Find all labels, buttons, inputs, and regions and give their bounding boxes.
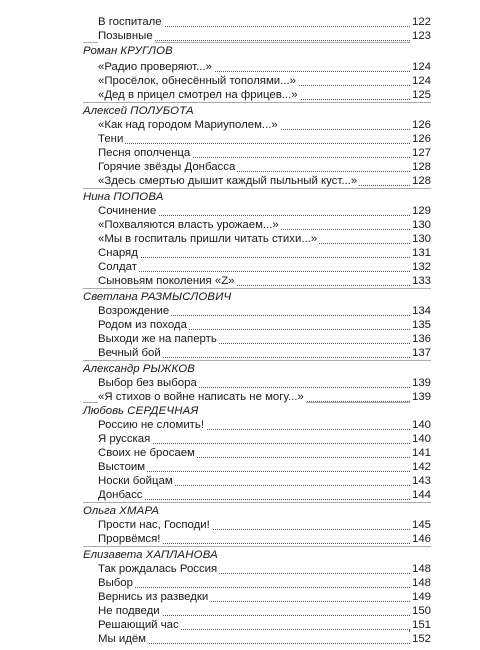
entry-title: Родом из похода <box>98 319 187 331</box>
entry-title: Песня ополченца <box>98 147 191 159</box>
author-surname: ПОЛУБОТА <box>130 105 194 117</box>
author-name <box>83 190 164 204</box>
author-heading <box>0 104 480 118</box>
entry-title: Выходи же на паперть <box>98 333 217 345</box>
author-first-name: Елизавета <box>83 549 143 561</box>
dot-leader <box>98 499 430 500</box>
dot-leader <box>98 587 430 588</box>
page-number: 141 <box>411 447 431 459</box>
toc-entry <box>0 146 480 160</box>
entry-title: «Я стихов о войне написать не могу...» <box>98 391 304 403</box>
entry-title: Носки бойцам <box>98 475 173 487</box>
author-surname: РАЗМЫСЛОВИЧ <box>140 291 232 303</box>
author-heading <box>0 44 480 58</box>
section-divider <box>83 102 431 103</box>
toc-entry <box>0 29 480 43</box>
section-divider <box>83 502 431 503</box>
page-number: 124 <box>411 61 431 73</box>
page-number: 149 <box>411 591 431 603</box>
dot-leader <box>98 143 430 144</box>
entry-title: Тени <box>98 133 124 145</box>
entry-title: Позывные <box>98 30 153 42</box>
page-number: 123 <box>411 30 431 42</box>
page-number: 132 <box>411 261 431 273</box>
author-first-name: Любовь <box>83 405 125 417</box>
toc-entry <box>0 460 480 474</box>
entry-title: Возрождение <box>98 305 170 317</box>
section-divider <box>83 188 431 189</box>
toc-entry <box>0 432 480 446</box>
toc-entry <box>0 532 480 546</box>
section-divider <box>83 546 431 547</box>
entry-title: Россию не сломить! <box>98 419 204 431</box>
entry-title: Не подведи <box>98 605 160 617</box>
page-number: 143 <box>411 475 431 487</box>
page-number: 146 <box>411 533 431 545</box>
entry-title: Своих не бросаем <box>98 447 195 459</box>
page-number: 137 <box>411 347 431 359</box>
page-number: 139 <box>411 377 431 389</box>
toc-entry <box>0 174 480 188</box>
toc-entry <box>0 132 480 146</box>
entry-title: Прости нас, Господи! <box>98 519 210 531</box>
entry-title: «Просёлок, обнесённый тополями...» <box>98 75 296 87</box>
page-number: 152 <box>411 633 431 645</box>
toc-entry <box>0 446 480 460</box>
page-number: 135 <box>411 319 431 331</box>
entry-title: «Здесь смертью дышит каждый пыльный куст...» <box>98 175 358 187</box>
page-number: 144 <box>411 489 431 501</box>
page-number: 128 <box>411 175 431 187</box>
toc-entry <box>0 318 480 332</box>
dot-leader <box>98 271 430 272</box>
toc-entry <box>0 474 480 488</box>
author-first-name: Нина <box>83 191 111 203</box>
toc-entry <box>0 618 480 632</box>
author-first-name: Роман <box>83 45 118 57</box>
page-number: 130 <box>411 219 431 231</box>
toc-entry <box>0 60 480 74</box>
entry-title: Сочинение <box>98 205 157 217</box>
page-number: 136 <box>411 333 431 345</box>
page-number: 145 <box>411 519 431 531</box>
entry-title: Сыновьям поколения «Z» <box>98 275 235 287</box>
toc-entry <box>0 204 480 218</box>
author-name <box>83 290 231 304</box>
toc-entry <box>0 604 480 618</box>
page-number: 133 <box>411 275 431 287</box>
toc-entry <box>0 518 480 532</box>
entry-title: Прорвёмся! <box>98 533 161 545</box>
toc-entry <box>0 15 480 29</box>
page-number: 140 <box>411 433 431 445</box>
entry-title: Выстоим <box>98 461 146 473</box>
author-surname: РЫЖКОВ <box>142 363 196 375</box>
author-first-name: Алексей <box>83 105 127 117</box>
author-heading <box>0 362 480 376</box>
toc-entry <box>0 74 480 88</box>
author-name <box>83 362 195 376</box>
toc-entry <box>0 304 480 318</box>
page-number: 130 <box>411 233 431 245</box>
page-number: 122 <box>411 16 431 28</box>
dot-leader <box>98 257 430 258</box>
author-name <box>83 548 218 562</box>
author-name <box>83 104 194 118</box>
toc-entry <box>0 232 480 246</box>
toc-entry <box>0 274 480 288</box>
entry-title: Солдат <box>98 261 137 273</box>
toc-entry <box>0 246 480 260</box>
entry-title: Мы идём <box>98 633 147 645</box>
page-number: 148 <box>411 563 431 575</box>
page-number: 142 <box>411 461 431 473</box>
author-first-name: Светлана <box>83 291 138 303</box>
toc-entry <box>0 332 480 346</box>
author-surname: ПОПОВА <box>113 191 164 203</box>
page-number: 127 <box>411 147 431 159</box>
author-heading <box>0 548 480 562</box>
entry-title: Так рождалась Россия <box>98 563 218 575</box>
author-first-name: Александр <box>83 363 140 375</box>
entry-title: В госпитале <box>98 16 162 28</box>
author-heading <box>0 290 480 304</box>
toc-entry <box>0 260 480 274</box>
author-heading <box>0 404 480 418</box>
toc-entry <box>0 88 480 102</box>
page-number: 139 <box>411 391 431 403</box>
entry-title: Вечный бой <box>98 347 161 359</box>
page-number: 140 <box>411 419 431 431</box>
author-heading <box>0 504 480 518</box>
page-number: 150 <box>411 605 431 617</box>
section-divider <box>83 360 431 361</box>
author-surname: ХМАРА <box>119 505 160 517</box>
page-number: 129 <box>411 205 431 217</box>
toc-entry <box>0 576 480 590</box>
entry-title: Донбасс <box>98 489 143 501</box>
page-number: 125 <box>411 89 431 101</box>
toc-entry <box>0 118 480 132</box>
author-surname: СЕРДЕЧНАЯ <box>127 405 199 417</box>
author-name <box>83 44 173 58</box>
author-heading <box>0 190 480 204</box>
toc-entry <box>0 562 480 576</box>
toc-entry <box>0 418 480 432</box>
entry-title: «Мы в госпиталь пришли читать стихи...» <box>98 233 318 245</box>
toc-entry <box>0 346 480 360</box>
author-first-name: Ольга <box>83 505 116 517</box>
entry-title: «Похваляются власть урожаем...» <box>98 219 279 231</box>
author-surname: ХАПЛАНОВА <box>145 549 218 561</box>
entry-title: Решающий час <box>98 619 179 631</box>
page-number: 126 <box>411 133 431 145</box>
entry-title: Я русская <box>98 433 151 445</box>
entry-title: Вернись из разведки <box>98 591 209 603</box>
toc-entry <box>0 160 480 174</box>
toc-entry <box>0 590 480 604</box>
entry-title: Горячие звёзды Донбасса <box>98 161 236 173</box>
author-name <box>83 504 159 518</box>
page-number: 128 <box>411 161 431 173</box>
entry-title: «Как над городом Мариуполем...» <box>98 119 278 131</box>
entry-title: Снаряд <box>98 247 138 259</box>
page-number: 131 <box>411 247 431 259</box>
page-number: 126 <box>411 119 431 131</box>
page-number: 124 <box>411 75 431 87</box>
entry-title: «Дед в прицел смотрел на фрицев...» <box>98 89 298 101</box>
entry-title: Выбор <box>98 577 133 589</box>
toc-entry <box>0 632 480 646</box>
dot-leader <box>98 471 430 472</box>
page-number: 148 <box>411 577 431 589</box>
author-surname: КРУГЛОВ <box>120 45 173 57</box>
toc-entry <box>0 488 480 502</box>
entry-title: «Радио проверяют...» <box>98 61 212 73</box>
author-name <box>83 404 198 418</box>
entry-title: Выбор без выбора <box>98 377 197 389</box>
page-number: 134 <box>411 305 431 317</box>
section-divider <box>83 288 431 289</box>
toc-entry <box>0 218 480 232</box>
page-number: 151 <box>411 619 431 631</box>
toc-entry <box>0 376 480 390</box>
